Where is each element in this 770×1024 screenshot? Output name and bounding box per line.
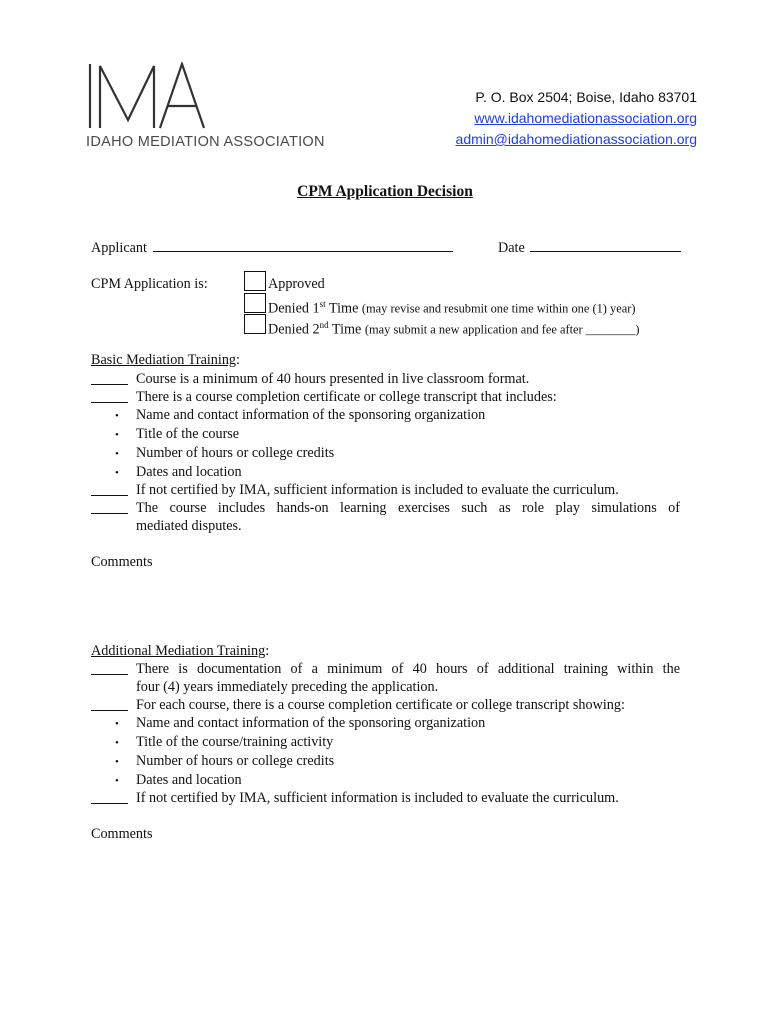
ima-logo bbox=[86, 62, 346, 152]
bullet-icon: • bbox=[115, 737, 119, 749]
basic-bullet-1: Name and contact information of the sponsoring organization bbox=[136, 407, 486, 423]
basic-heading bbox=[91, 351, 240, 369]
denied-first-label: Denied 1 bbox=[268, 300, 320, 317]
basic-item2-checkline[interactable] bbox=[91, 390, 128, 403]
bullet-icon: • bbox=[115, 718, 119, 730]
additional-heading bbox=[91, 642, 269, 660]
applicant-row bbox=[91, 238, 453, 257]
basic-item4-checkline[interactable] bbox=[91, 501, 128, 514]
basic-bullet-3: Number of hours or college credits bbox=[136, 445, 335, 461]
additional-heading-colon: : bbox=[265, 643, 270, 659]
denied-second-sup: nd bbox=[319, 320, 329, 330]
date-label: Date bbox=[498, 240, 525, 256]
basic-comments-label: Comments bbox=[91, 554, 153, 570]
basic-item1: Course is a minimum of 40 hours presented in live classroom format. bbox=[136, 371, 530, 387]
bullet-icon: • bbox=[115, 410, 119, 422]
additional-bullet-2: Title of the course/training activity bbox=[136, 734, 334, 750]
basic-item1-checkline[interactable] bbox=[91, 372, 128, 385]
basic-heading-colon: : bbox=[236, 352, 240, 368]
ima-logo-mark bbox=[86, 62, 211, 130]
basic-item4-line1: The course includes hands-on learning exercises such as role play simulations of bbox=[136, 500, 680, 516]
page-title: CPM Application Decision bbox=[297, 183, 473, 200]
denied-first-checkbox[interactable] bbox=[244, 293, 266, 313]
additional-item3-checkline[interactable] bbox=[91, 791, 128, 804]
bullet-icon: • bbox=[115, 756, 119, 768]
denied-second-option bbox=[268, 316, 639, 339]
bullet-icon: • bbox=[115, 429, 119, 441]
basic-item3: If not certified by IMA, sufficient information is included to evaluate the curriculum. bbox=[136, 482, 619, 498]
basic-item2: There is a course completion certificate or college transcript that includes: bbox=[136, 389, 557, 405]
approved-option: Approved bbox=[268, 276, 325, 292]
approved-checkbox[interactable] bbox=[244, 271, 266, 291]
denied-second-label: Denied 2 bbox=[268, 321, 320, 338]
date-field[interactable] bbox=[530, 238, 681, 252]
basic-bullet-4: Dates and location bbox=[136, 464, 242, 480]
additional-bullet-1: Name and contact information of the sponsoring organization bbox=[136, 715, 486, 731]
mailing-address: P. O. Box 2504; Boise, Idaho 83701 bbox=[475, 89, 697, 105]
basic-item4-line2: mediated disputes. bbox=[136, 518, 242, 534]
bullet-icon: • bbox=[115, 775, 119, 787]
additional-bullet-3: Number of hours or college credits bbox=[136, 753, 335, 769]
additional-item1-checkline[interactable] bbox=[91, 662, 128, 675]
denied-second-note: (may submit a new application and fee after ________) bbox=[364, 322, 640, 337]
additional-item2-checkline[interactable] bbox=[91, 698, 128, 711]
website-link[interactable]: www.idahomediationassociation.org bbox=[474, 110, 697, 126]
bullet-icon: • bbox=[115, 448, 119, 460]
denied-first-note: (may revise and resubmit one time within one (1) year) bbox=[361, 301, 636, 316]
denied-second-checkbox[interactable] bbox=[244, 314, 266, 334]
org-name: IDAHO MEDIATION ASSOCIATION bbox=[86, 134, 325, 150]
additional-heading-text: Additional Mediation Training bbox=[91, 643, 266, 659]
additional-item1-line2: four (4) years immediately preceding the application. bbox=[136, 679, 439, 695]
additional-bullet-4: Dates and location bbox=[136, 772, 242, 788]
denied-first-sup: st bbox=[319, 299, 326, 309]
additional-item1-line1: There is documentation of a minimum of 40 hours of additional training within the bbox=[136, 661, 680, 677]
basic-bullet-2: Title of the course bbox=[136, 426, 240, 442]
denied-second-time: Time bbox=[328, 321, 365, 338]
date-row bbox=[498, 238, 681, 257]
additional-item2: For each course, there is a course completion certificate or college transcript showing: bbox=[136, 697, 625, 713]
email-link[interactable]: admin@idahomediationassociation.org bbox=[455, 131, 697, 147]
denied-first-time: Time bbox=[325, 300, 362, 317]
basic-heading-text: Basic Mediation Training bbox=[91, 352, 237, 368]
denied-first-option bbox=[268, 295, 635, 318]
additional-item3: If not certified by IMA, sufficient information is included to evaluate the curriculum. bbox=[136, 790, 619, 806]
basic-item3-checkline[interactable] bbox=[91, 483, 128, 496]
applicant-field[interactable] bbox=[153, 238, 453, 252]
bullet-icon: • bbox=[115, 467, 119, 479]
additional-comments-label: Comments bbox=[91, 826, 153, 842]
applicant-label: Applicant bbox=[91, 240, 147, 256]
decision-label: CPM Application is: bbox=[91, 276, 208, 292]
